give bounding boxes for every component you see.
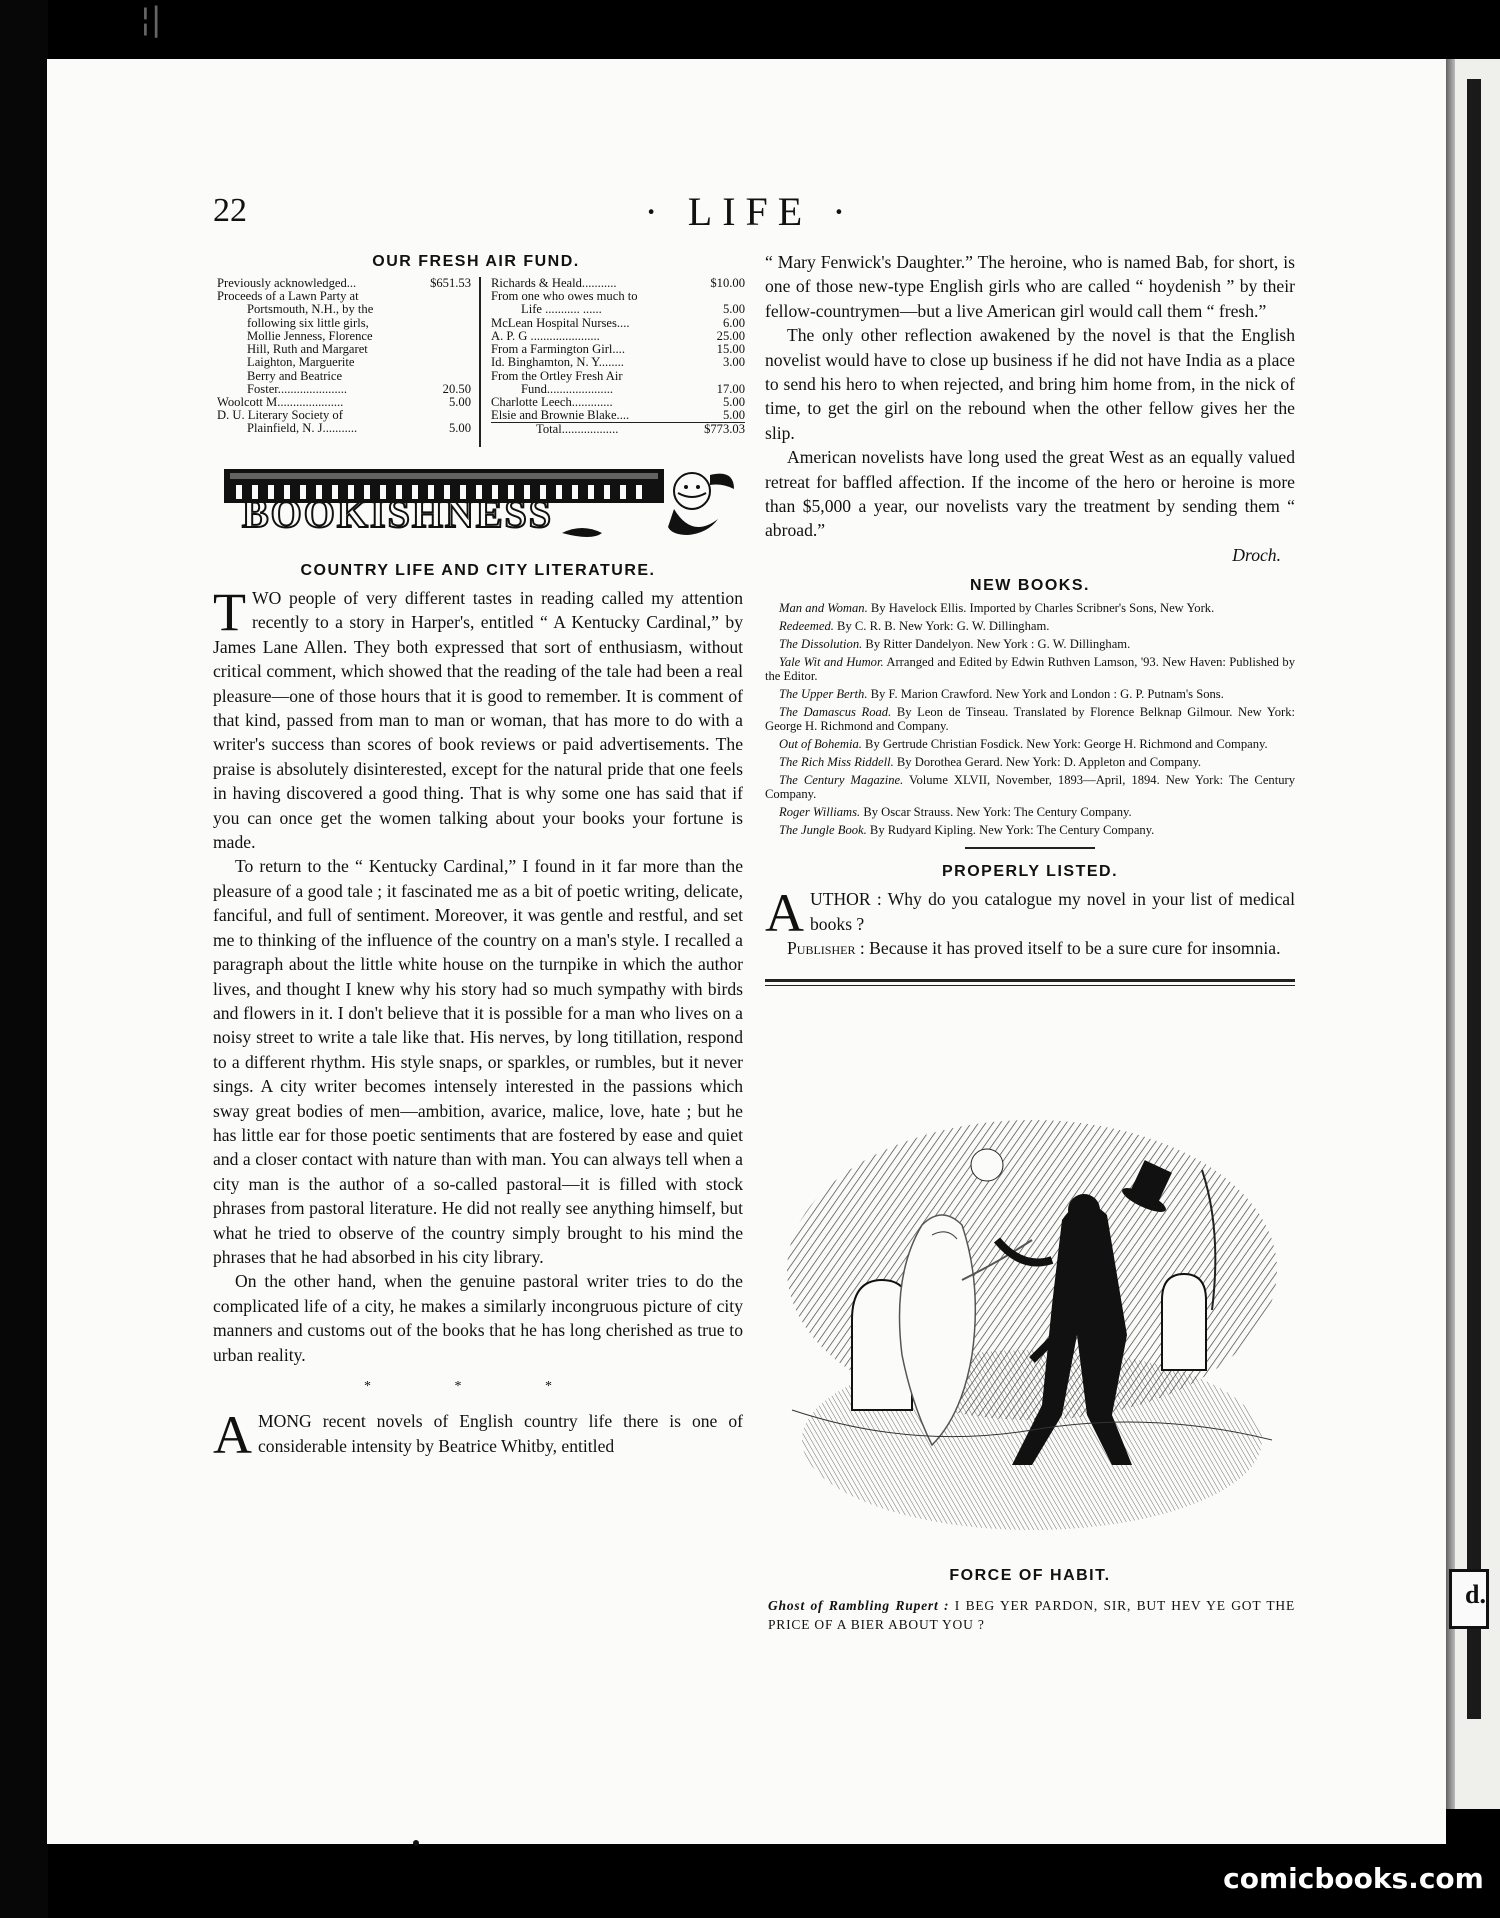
fund-amount: 5.00 xyxy=(722,394,745,409)
book-title: Redeemed. xyxy=(779,619,834,634)
book-title: Yale Wit and Humor. xyxy=(779,655,884,670)
banner-text: BOOKISHNESS xyxy=(242,491,554,536)
adjacent-page-fragment: d. xyxy=(1449,1569,1489,1629)
article-paragraph xyxy=(213,1405,743,1466)
book-entry xyxy=(765,601,1295,615)
article-paragraph: The only other reflection awakened by the novel is that the English novelist would have to close up business if he did not have India as a place to send his hero to when rejected, and bring him home from, in the nick of time, to get the girl on the rebound when the other fellow gives her the slip. xyxy=(765,325,1295,443)
fund-amount: $651.53 xyxy=(430,276,471,290)
book-entry xyxy=(765,687,1295,701)
fund-donor: Previously acknowledged... xyxy=(217,277,357,290)
fund-amount: 5.00 xyxy=(722,408,745,423)
fund-donor: From a Farmington Girl.... xyxy=(491,343,625,357)
article-title: COUNTRY LIFE AND CITY LITERATURE. xyxy=(300,562,656,579)
fund-row xyxy=(217,409,471,422)
fund-donor: following six little girls, xyxy=(247,316,369,330)
book-title: The Jungle Book. xyxy=(779,823,867,838)
ink-blot xyxy=(413,1840,419,1846)
properly-listed-body xyxy=(765,883,1295,960)
article-paragraph: On the other hand, when the genuine pastoral writer tries to do the complicated life of a city, he makes a similarly incongruous picture of city manners and customs out of the books that he has long cherished as true to urban reality. xyxy=(213,1271,743,1365)
book-details: Arranged and Edited by Edwin Ruthven Lamson, '93. New Haven: Published by the Editor. xyxy=(765,655,1295,684)
scan-border-left xyxy=(0,0,48,1918)
book-entry xyxy=(765,619,1295,633)
book-entry xyxy=(765,637,1295,651)
fund-row xyxy=(217,343,471,356)
fund-row xyxy=(217,317,471,330)
fund-row xyxy=(217,356,471,369)
fund-row xyxy=(491,370,745,383)
fund-row xyxy=(217,277,471,290)
fund-row xyxy=(491,330,745,343)
book-details: By C. R. B. New York: G. W. Dillingham. xyxy=(833,619,1050,634)
book-entry xyxy=(765,705,1295,733)
scan-mark: ¦| xyxy=(140,0,162,38)
fund-donor: Foster...................... xyxy=(247,382,348,396)
author-signature: Droch. xyxy=(1232,544,1281,565)
article-right-column xyxy=(765,250,1295,998)
book-title: The Dissolution. xyxy=(779,637,863,652)
book-details: By Oscar Strauss. New York: The Century Company. xyxy=(860,805,1132,820)
publisher-text: Because it has proved itself to be a sure cure for insomnia. xyxy=(864,938,1281,959)
fund-title: OUR FRESH AIR FUND. xyxy=(372,253,580,270)
fund-donor: Proceeds of a Lawn Party at xyxy=(217,290,359,304)
paragraph-text: MONG recent novels of English country life there is one of considerable intensity by Beatrice Whitby, entitled xyxy=(258,1411,743,1456)
book-title: Out of Bohemia. xyxy=(779,737,862,752)
fund-donor: Berry and Beatrice xyxy=(247,369,343,383)
author-label: UTHOR : xyxy=(810,889,882,910)
fund-row xyxy=(491,277,745,290)
fund-row xyxy=(217,383,471,396)
fund-donor: Richards & Heald........... xyxy=(491,277,617,290)
fund-donor: Fund..................... xyxy=(521,382,614,396)
article-paragraph xyxy=(213,582,743,854)
fund-donor: Elsie and Brownie Blake.... xyxy=(491,409,630,423)
section-rule xyxy=(965,847,1095,849)
fund-total-amount: $773.03 xyxy=(704,422,745,437)
cartoon-title: FORCE OF HABIT. xyxy=(949,1567,1111,1584)
fund-total-label: Total.................. xyxy=(536,423,619,437)
page-number: 22 xyxy=(213,192,247,229)
book-details: By Leon de Tinseau. Translated by Florence Belknap Gilmour. New York: George H. Richmond and Company. xyxy=(765,705,1295,734)
fund-row xyxy=(217,370,471,383)
book-details: By Ritter Dandelyon. New York : G. W. Dillingham. xyxy=(862,637,1131,652)
fund-donor: Id. Binghamton, N. Y........ xyxy=(491,356,624,370)
fund-amount: $10.00 xyxy=(710,276,745,290)
article-paragraph: “ Mary Fenwick's Daughter.” The heroine, who is named Bab, for short, is one of those new-type English girls who are called “ hoydenish ” by their fellow-countrymen—but a live American girl would call them “ fresh.” xyxy=(765,252,1295,321)
article-paragraph: American novelists have long used the great West as an equally valued retreat for baffled affection. If the income of the hero or heroine is more than $5,000 a year, our novelists vary the treatment by sending them “ abroad.” xyxy=(765,447,1295,541)
fund-table xyxy=(213,277,743,449)
fund-row xyxy=(217,422,471,435)
fund-row xyxy=(491,303,745,316)
caption-speaker: Ghost of Rambling Rupert : xyxy=(768,1598,950,1613)
fund-column-right xyxy=(491,277,745,437)
fund-row xyxy=(491,383,745,396)
author-text: Why do you catalogue my novel in your list of medical books ? xyxy=(810,889,1295,934)
fund-amount: 25.00 xyxy=(716,328,745,343)
fund-donor: Life ........... ...... xyxy=(521,303,602,317)
fund-donor: Mollie Jenness, Florence xyxy=(247,329,373,343)
fund-row xyxy=(491,409,745,422)
watermark: comicbooks.com xyxy=(1223,1862,1484,1895)
cartoon-caption xyxy=(768,1596,1295,1634)
author-line xyxy=(765,883,1295,944)
fund-amount: 5.00 xyxy=(448,394,471,409)
bookishness-banner xyxy=(222,463,742,543)
fund-row xyxy=(491,343,745,356)
book-details: By Dorothea Gerard. New York: D. Appleton and Company. xyxy=(893,755,1202,770)
book-details: By F. Marion Crawford. New York and London : G. P. Putnam's Sons. xyxy=(867,687,1224,702)
book-title: The Rich Miss Riddell. xyxy=(779,755,894,770)
fund-row xyxy=(217,396,471,409)
masthead: · LIFE · xyxy=(644,189,856,234)
fund-donor: Plainfield, N. J........... xyxy=(247,422,358,436)
publisher-label: Publisher : xyxy=(787,938,865,959)
fund-donor: D. U. Literary Society of xyxy=(217,409,343,423)
double-rule xyxy=(765,979,1295,986)
new-books-list xyxy=(765,601,1295,837)
fund-donor: From one who owes much to xyxy=(491,290,638,304)
fund-amount: 15.00 xyxy=(716,342,745,357)
fund-row xyxy=(217,330,471,343)
fund-row xyxy=(491,290,745,303)
book-details: By Havelock Ellis. Imported by Charles Scribner's Sons, New York. xyxy=(867,601,1215,616)
book-title: Roger Williams. xyxy=(779,805,861,820)
fund-row xyxy=(217,303,471,316)
drop-cap: A xyxy=(213,1405,252,1466)
adjacent-page-edge xyxy=(1441,59,1500,1809)
fund-column-left xyxy=(217,277,471,436)
fund-amount: 5.00 xyxy=(448,421,471,436)
properly-listed-title: PROPERLY LISTED. xyxy=(941,863,1119,881)
book-entry xyxy=(765,805,1295,819)
fund-total-row xyxy=(491,422,745,436)
book-title: Man and Woman. xyxy=(779,601,868,616)
fund-donor: Woolcott M..................... xyxy=(217,395,344,409)
fund-donor: Portsmouth, N.H., by the xyxy=(247,303,374,317)
new-books-title: NEW BOOKS. xyxy=(970,577,1090,595)
article-paragraph: To return to the “ Kentucky Cardinal,” I found in it far more than the pleasure of a good tale ; it fascinated me as a bit of poetic writing, delicate, fanciful, and full of sentiment. Moreover, it was gentle and restful, and set me to thinking of the influence of the country on a man's style. I recalled a paragraph about the little white house on the turnpike in which the author lives, and thought I knew why his story had so much sympathy with birds and flowers in it. I don't believe that it is possible for a man who lives on a noisy street to write a tale like that. His nerves, by long titillation, respond to a different rhythm. His style snaps, or sparkles, or rumbles, but it never sings. A city writer becomes intensely interested in the passions which sway great bodies of men—ambition, avarice, malice, love, hate ; but he has little ear for those poetic sentiments that are fostered by ease and quiet and a closer contact with nature than with man. You can always tell when a city man is the author of a so-called pastoral—it is filled with stock phrases from pastoral literature. He did not really see anything himself, but what he tried to observe of the country simply brought to his mind the phrases that he had absorbed in his city library. xyxy=(213,856,743,1267)
book-entry xyxy=(765,823,1295,837)
book-title: The Century Magazine. xyxy=(779,773,904,788)
fund-row xyxy=(491,396,745,409)
fund-amount: 5.00 xyxy=(722,302,745,317)
fund-row xyxy=(491,356,745,369)
book-title: The Damascus Road. xyxy=(779,705,892,720)
fund-donor: McLean Hospital Nurses.... xyxy=(491,316,630,330)
fund-donor: A. P. G ...................... xyxy=(491,329,600,343)
article-left-column xyxy=(213,562,743,1466)
fund-divider xyxy=(479,277,481,447)
publisher-line xyxy=(765,936,1295,960)
fund-donor: From the Ortley Fresh Air xyxy=(491,369,623,383)
article-body xyxy=(213,582,743,1466)
book-title: The Upper Berth. xyxy=(779,687,868,702)
fund-donor: Charlotte Leech............. xyxy=(491,395,613,409)
fund-amount: 20.50 xyxy=(442,381,471,396)
fund-donor: Hill, Ruth and Margaret xyxy=(247,343,368,357)
fund-donor: Laighton, Marguerite xyxy=(247,356,355,370)
caption-line: I BEG YER PARDON, SIR, BUT HEV YE GOT THE PRICE OF A BIER ABOUT YOU ? xyxy=(768,1598,1296,1632)
fund-amount: 17.00 xyxy=(716,381,745,396)
drop-cap: A xyxy=(765,883,804,944)
fund-amount: 3.00 xyxy=(722,355,745,370)
article-continued xyxy=(765,250,1295,567)
book-entry xyxy=(765,773,1295,801)
adjacent-page-bar xyxy=(1467,79,1481,1719)
book-details: By Rudyard Kipling. New York: The Century Company. xyxy=(866,823,1155,838)
book-details: By Gertrude Christian Fosdick. New York: George H. Richmond and Company. xyxy=(861,737,1268,752)
drop-cap: T xyxy=(213,582,246,642)
fund-row xyxy=(217,290,471,303)
paragraph-text: WO people of very different tastes in reading called my attention recently to a story in Harper's, entitled “ A Kentucky Cardinal,” by James Lane Allen. They both expressed that sort of enthusiasm, without critical comment, which showed that the reading of the tale had been a real pleasure—one of those hours that it is good to remember. It is comment of that kind, passed from man to man or woman, that has more to do with a writer's success than scores of book reviews or paid advertisements. The praise is absolutely disinterested, except for the natural pride that one feels in having discovered a good thing. That is why some one has said that if you can once get the women talking about your books your fortune is made. xyxy=(213,588,743,853)
section-stars: * * * xyxy=(364,1379,592,1394)
book-entry xyxy=(765,755,1295,769)
book-entry xyxy=(765,655,1295,683)
book-details: Volume XLVII, November, 1893—April, 1894. New York: The Century Company. xyxy=(765,773,1295,802)
fund-amount: 6.00 xyxy=(722,315,745,330)
cartoon-illustration xyxy=(782,1110,1287,1550)
fund-row xyxy=(491,317,745,330)
book-entry xyxy=(765,737,1295,751)
